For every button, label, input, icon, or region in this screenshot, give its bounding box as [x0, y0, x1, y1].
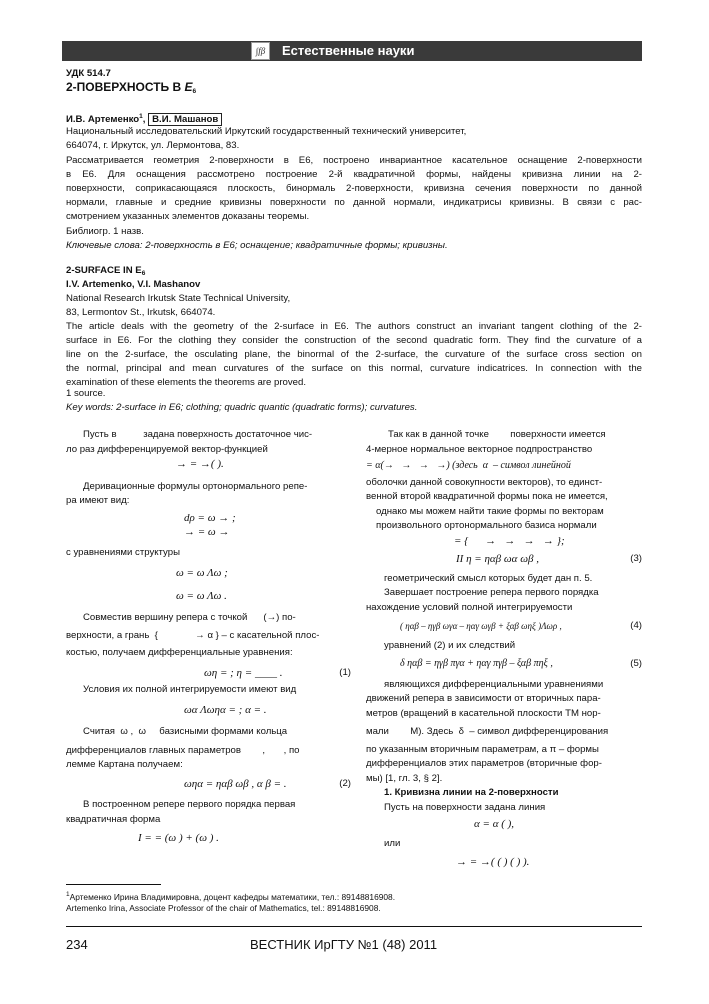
- paragraph: по указанным вторичным параметрам, а π – формы: [366, 743, 599, 755]
- abstract-en: The article deals with the geometry of the 2-surface in E6. The authors construct an invariant tangent clothing of the 2- surface in E6. For the clothing they consider the construction of the second quadratic form. They find the curvature of a line on the 2-surface, the osculating plane, the binormal of the 2-surface, the curvature of the surface cross section on the normal, principal and mean curvatures of the surface on this normal, curvature indicatrices. In connection with the examination of these elements the theorems are proved.: [66, 321, 642, 389]
- paragraph: ра имеют вид:: [66, 495, 130, 506]
- paragraph: оболочки данной совокупности векторов), то единст-: [366, 476, 603, 488]
- paragraph: произвольного ортонормального базиса нормали: [376, 520, 597, 531]
- formula: = α(→ → → →) (здесь α – символ линейной: [366, 460, 571, 471]
- page-number: 234: [66, 937, 88, 952]
- paragraph: мы) [1, гл. 3, § 2].: [366, 772, 443, 784]
- equation-number: (4): [630, 620, 642, 631]
- paragraph: лемме Картана получаем:: [66, 759, 183, 770]
- formula: I = = (ω ) + (ω ) .: [138, 832, 219, 844]
- paragraph: нахождение условий полной интегрируемости: [366, 601, 573, 613]
- abstract-ru: Рассматривается геометрия 2-поверхности в E6, построено инвариантное касательное оснащение 2-поверхности в E6. Для оснащения рассмотрено построение 2-й квадратичной формы, найдены кривизна линии на 2- поверхности, соприкасающаяся плоскость, бинормаль 2-поверхности, кривизна сечения поверхности по данной нормали, главные и средние кривизны поверхности по данной нормали, индикатрисы кривизны. В связи с рас- смотрением указанных элементов доказаны теоремы.: [66, 155, 642, 223]
- paragraph: мали M). Здесь δ – символ дифференцирования: [366, 726, 609, 737]
- paragraph: Совместив вершину репера с точкой (→) по-: [83, 612, 296, 623]
- paragraph: Завершает построение репера первого порядка: [384, 587, 599, 598]
- equation-row: ( ηαβ – ηγβ ωγα – ηαγ ωγβ + ξαβ ωηξ )Λωρ , (4): [366, 619, 642, 635]
- affiliation-ru: Национальный исследовательский Иркутский государственный технический университет, 664074, г. Иркутск, ул. Лермонтова, 83.: [66, 126, 467, 152]
- affiliation-en: National Research Irkutsk State Technical University, 83, Lermontov St., Irkutsk, 664074.: [66, 293, 291, 319]
- paragraph: 4-мерное нормальное векторное подпространство: [366, 443, 593, 455]
- article-title-en: 2-SURFACE IN $E_6$: [66, 265, 146, 277]
- journal-name: ВЕСТНИК ИрГТУ №1 (48) 2011: [250, 937, 438, 952]
- equation-row: δ ηαβ = ηγβ πγα + ηαγ πγβ – ξαβ πηξ , (5): [366, 657, 642, 672]
- left-column: [66, 428, 351, 846]
- udc-code: УДК 514.7: [66, 68, 111, 79]
- paragraph: с уравнениями структуры: [66, 546, 180, 558]
- equation-number: (1): [339, 666, 351, 678]
- journal-logo: ∫fβ: [251, 42, 270, 60]
- authors-ru: И.В. Артеменко$^1$, В.И. Машанов: [66, 110, 222, 127]
- paragraph: венной второй квадратичной формы пока не имеется,: [366, 491, 608, 502]
- right-column: [366, 428, 642, 870]
- equation-number: (2): [339, 777, 351, 789]
- equation-row: II η = ηαβ ωα ωβ , (3): [456, 553, 642, 565]
- footnote: $^1$Артеменко Ирина Владимировна, доцент кафедры математики, тел.: 89148816908. Artemenko Irina, Associate Professor of the chair of Mathematics, tel.: 89148816908.: [66, 891, 396, 913]
- paragraph: являющихся дифференциальными уравнениями: [384, 678, 604, 690]
- paragraph: метров (вращений в касательной плоскости TM нор-: [366, 707, 601, 719]
- article-title-ru: 2-ПОВЕРХНОСТЬ В $E_6$: [66, 80, 197, 95]
- formula: α = α ( ),: [474, 818, 515, 830]
- paragraph: дифференциалов главных параметров , , по: [66, 744, 300, 756]
- biblio-ru: Библиогр. 1 назв.: [66, 226, 144, 237]
- paragraph: Так как в данной точке поверхности имеется: [388, 429, 606, 440]
- formula: ω = ω Λω .: [176, 589, 227, 602]
- equation-number: (5): [630, 658, 642, 669]
- paragraph: В построенном репере первого порядка первая: [83, 799, 296, 810]
- equation-row: ωη = ; η = ____ . (1): [204, 666, 351, 679]
- keywords-ru: Ключевые слова: 2-поверхность в E6; оснащение; квадратичные формы; кривизны.: [66, 240, 448, 251]
- section-title: Естественные науки: [282, 43, 415, 58]
- paragraph: костью, получаем дифференциальные уравнения:: [66, 647, 293, 658]
- paragraph: Пусть в задана поверхность достаточное чис-: [83, 429, 313, 440]
- paragraph: движений репера в зависимости от вторичных пара-: [366, 693, 601, 704]
- paragraph: или: [384, 837, 401, 849]
- biblio-en: 1 source.: [66, 388, 106, 399]
- formula: → = ω →: [184, 526, 230, 538]
- formula: dρ = ω → ;: [184, 511, 236, 524]
- paragraph: уравнений (2) и их следствий: [384, 639, 516, 651]
- paragraph: Пусть на поверхности задана линия: [384, 801, 546, 813]
- paragraph: геометрический смысл которых будет дан п. 5.: [384, 572, 593, 584]
- authors-en: I.V. Artemenko, V.I. Mashanov: [66, 279, 201, 290]
- paragraph: квадратичная форма: [66, 813, 161, 825]
- paragraph: верхности, а грань { → α } – с касательной плос-: [66, 629, 320, 641]
- formula: → = →( ).: [176, 458, 224, 470]
- keywords-en: Key words: 2-surface in E6; clothing; quadric quantic (quadratic forms); curvatures.: [66, 402, 418, 413]
- paragraph: Условия их полной интегрируемости имеют вид: [83, 684, 297, 695]
- author-highlight-box: В.И. Машанов: [148, 113, 222, 126]
- equation-row: ωηα = ηαβ ωβ , α β = . (2): [184, 777, 351, 790]
- paragraph: Считая ω , ω базисными формами кольца: [83, 726, 288, 737]
- paragraph: Деривационные формулы ортонормального репе-: [83, 480, 308, 492]
- section-heading: 1. Кривизна линии на 2-поверхности: [384, 787, 559, 798]
- formula: ω = ω Λω ;: [176, 567, 228, 579]
- paragraph: дифференциалов этих параметров (вторичные фор-: [366, 758, 602, 769]
- formula: ωα Λωηα = ; α = .: [184, 703, 267, 716]
- footer-rule: [66, 926, 642, 927]
- formula: = { → → → → };: [454, 534, 565, 547]
- formula: → = →( ( ) ( ) ).: [456, 856, 530, 868]
- paragraph: ло раз дифференцируемой вектор-функцией: [66, 443, 268, 455]
- paragraph: однако мы можем найти такие формы по векторам: [376, 505, 604, 517]
- equation-number: (3): [630, 553, 642, 564]
- footnote-rule: [66, 884, 161, 885]
